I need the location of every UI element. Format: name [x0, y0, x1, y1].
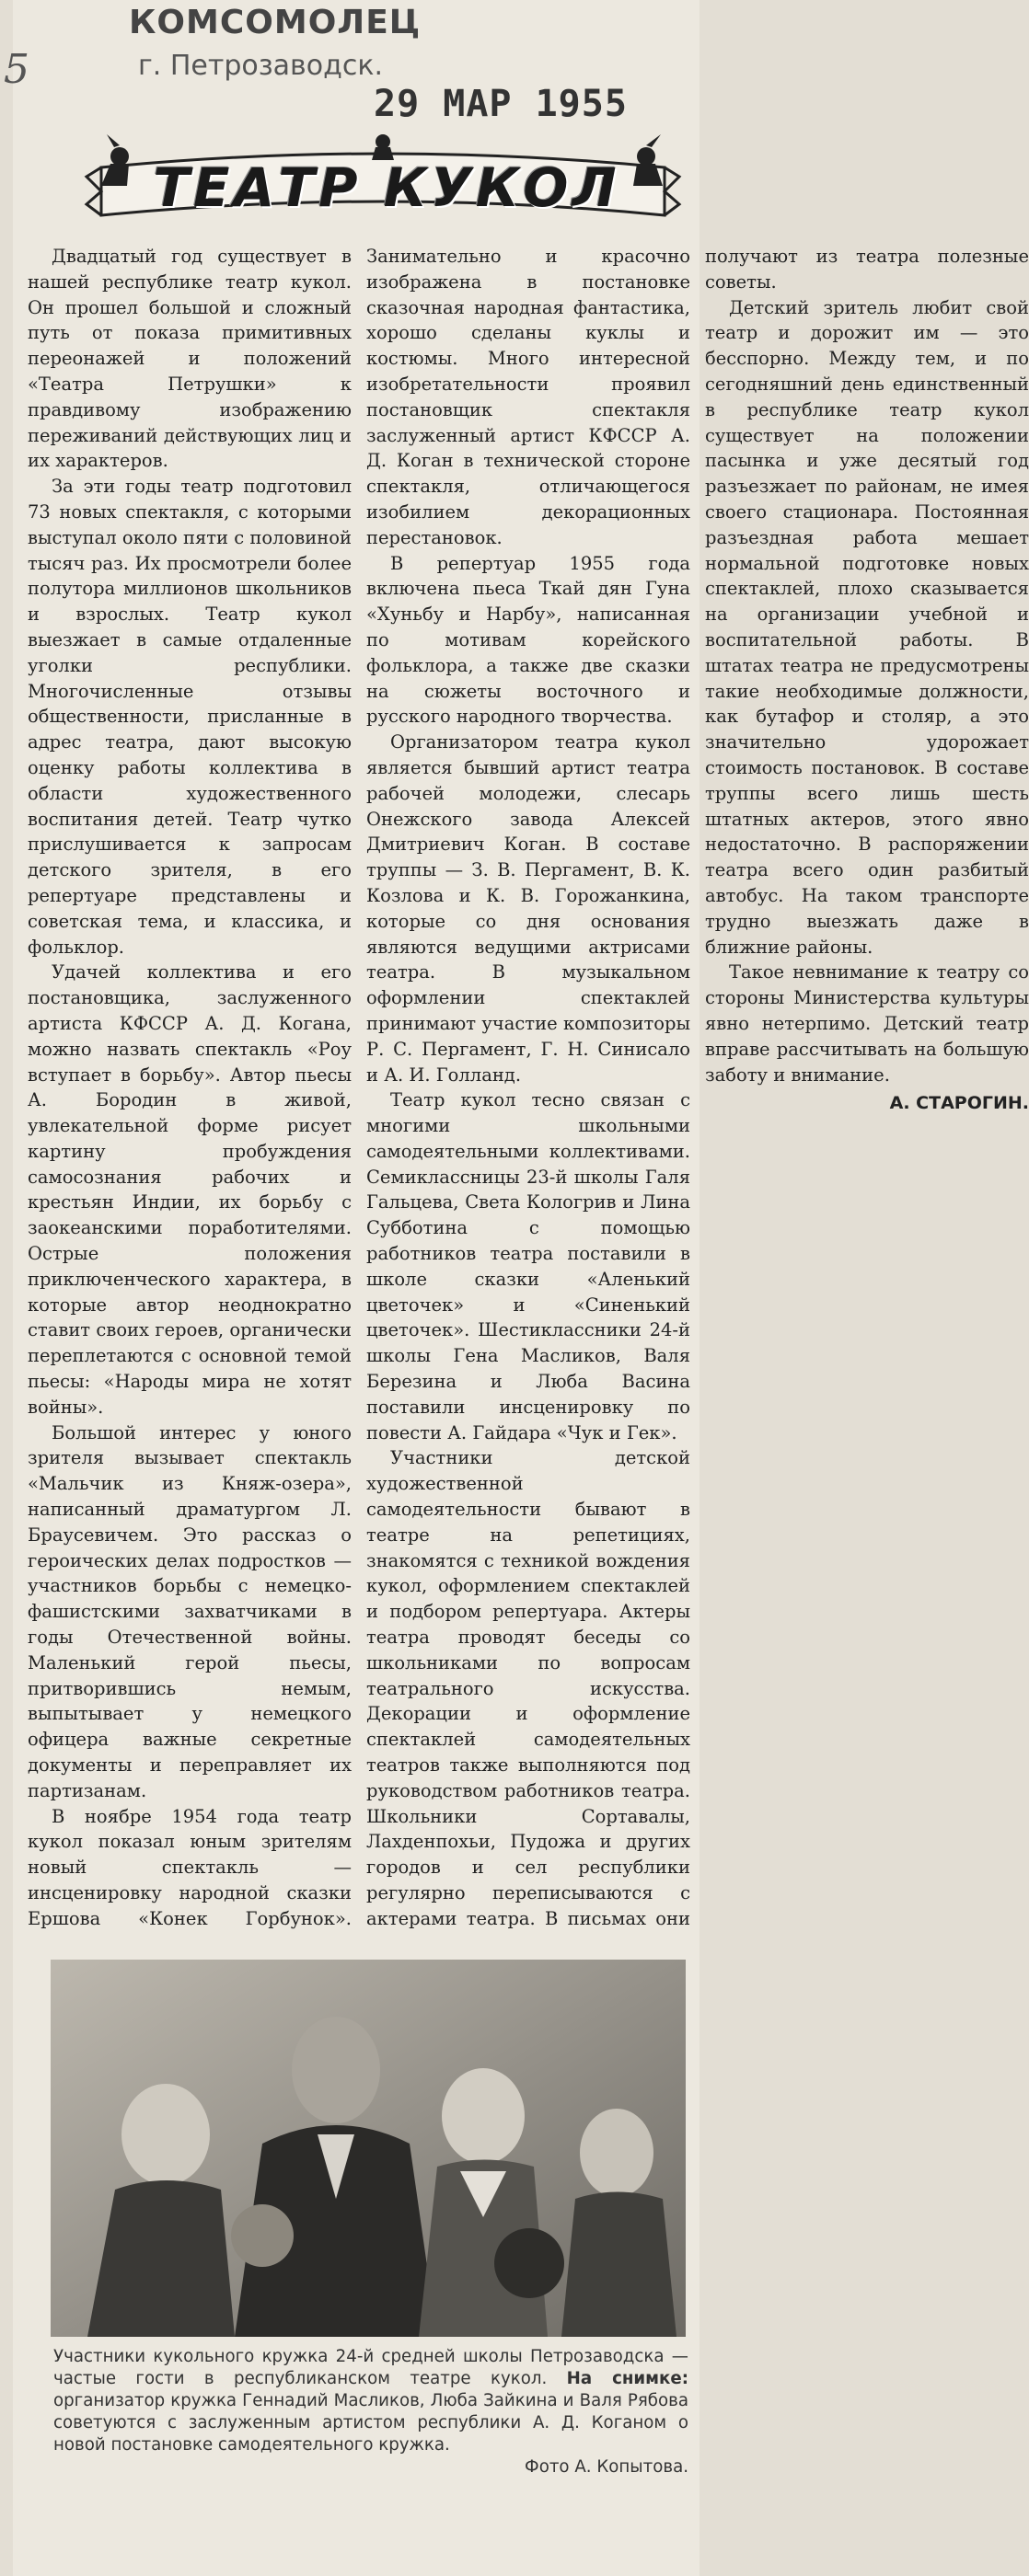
photo-credit: Фото А. Копытова.: [525, 2457, 688, 2477]
margin-mark: 5: [4, 46, 29, 93]
article-paragraph: Такое невнимание к театру со стороны Министерства культуры явно нетерпимо. Детский театр вправе рассчитывать на большую заботу и внимание.: [705, 961, 1029, 1086]
article-paragraph: Большой интерес у юного зрителя вызывает спектакль «Мальчик из Княж-озера», написанный драматургом Л. Браусевичем. Это рассказ о героических делах подростков — участников борьбы с немецко-фашистскими захватчиками в годы Отечественной войны. Маленький герой пьесы, притворившись немым, выпытывает у немецкого офицера важные секретные документы и переправляет их партизанам.: [28, 1421, 352, 1801]
puppet-left-icon: [101, 134, 129, 186]
author-signature: А. СТАРОГИН.: [889, 1093, 1029, 1114]
newspaper-city: г. Петрозаводск.: [138, 50, 383, 82]
article-paragraph: В репертуар 1955 года включена пьеса Ткай дян Гуна «Хуньбу и Нарбу», написанная по мотивам корейского фольклора, а также две сказки на сюжеты восточного и русского народного творчества.: [366, 552, 690, 728]
article-paragraph: Организатором театра кукол является бывший артист театра рабочей молодежи, слесарь Онежского завода Алексей Дмитриевич Коган. В составе труппы — З. В. Пергамент, В. К. Козлова и К. В. Горожанкина, которые со дня основания являются ведущими актрисами театра. В музыкальном оформлении спектаклей принимают участие композиторы Р. С. Пергамент, Г. Н. Синисало и А. И. Голланд.: [366, 731, 690, 1086]
article-paragraph: В ноябре 1954 года театр кукол показал юным зрителям новый спектакль — инсценировку народной сказки Ершова «Конек Горбунок». Занимательно и красочно изображена в постановке сказочная народная фантастика, хорошо сделаны куклы и костюмы. Много интересной изобретательности проявил постановщик спектакля заслуженный артист КФССР А. Д. Коган в технической стороне спектакля, отличающегося изобилием декорационных перестановок.: [28, 246, 690, 1929]
newspaper-name: КОМСОМОЛЕЦ: [129, 4, 422, 41]
article-photo: [51, 1960, 686, 2337]
title-banner: [83, 131, 683, 232]
article-paragraph: Двадцатый год существует в нашей республике театр кукол. Он прошел большой и сложный путь от показа примитивных переонажей и положений «Театра Петрушки» к правдивому изображению переживаний действующих лиц и их характеров.: [28, 246, 352, 472]
article-paragraph: Театр кукол тесно связан с многими школьными самодеятельными коллективами. Семиклассницы 23-й школы Галя Гальцева, Света Кологрив и Лина Субботина с помощью работников театра поставили в школе сказки «Аленький цветочек» и «Синенький цветочек». Шестиклассники 24-й школы Гена Масликов, Валя Березина и Люба Васина поставили инсценировку по повести А. Гайдара «Чук и Гек».: [366, 1089, 690, 1443]
article-paragraph: Детский зритель любит свой театр и дорожит им — это бесспорно. Между тем, и по сегодняшний день единственный в республике театр кукол существует на положении пасынка и уже десятый год разъезжает по районам, не имея своего стационара. Постоянная разъездная работа мешает нормальной подготовке новых спектаклей, плохо сказывается на организации учебной и воспитательной работы. В штатах театра не предусмотрены такие необходимые должности, как бутафор и столяр, а это значительно удорожает стоимость постановок. В составе труппы всего лишь шесть штатных актеров, этого явно недостаточно. В распоряжении театра всего один разбитый автобус. На таком транспорте трудно выезжать даже в ближние районы.: [705, 296, 1029, 958]
caption-text-2: организатор кружка Геннадий Масликов, Люба Зайкина и Валя Рябова советуются с заслуженным артистом республики А. Д. Коганом о новой постановке самодеятельного кружка.: [53, 2391, 688, 2455]
caption-lead: На снимке:: [566, 2369, 688, 2388]
photo-caption: [53, 2346, 688, 2478]
article-title: ТЕАТР КУКОЛ: [153, 156, 620, 219]
article-paragraph: Участники детской художественной самодеятельности бывают в театре на репетициях, знакомятся с техникой вождения кукол, оформлением спектаклей и подбором репертуара. Актеры театра проводят беседы со школьниками по вопросам театрального искусства. Декорации и оформление спектаклей самодеятельных театров также выполняются под руководством работников театра. Школьники Сортавалы, Лахденпохьи, Пудожа и других городов и сел республики регулярно переписываются с актерами театра. В письмах они получают из театра полезные советы.: [366, 246, 1029, 1929]
article-paragraph: Удачей коллектива и его постановщика, заслуженного артиста КФССР А. Д. Когана, можно назвать спектакль «Роу вступает в борьбу». Автор пьесы А. Бородин в живой, увлекательной форме рисует картину пробуждения самосознания рабочих и крестьян Индии, их борьбу с заокеанскими поработителями. Острые положения приключенческого характера, в которые автор неоднократно ставит своих героев, органически переплетаются с основной темой пьесы: «Народы мира не хотят войны».: [28, 961, 352, 1418]
caption-text-1: Участники кукольного кружка 24-й средней школы Петрозаводска — частые гости в республиканском театре кукол.: [53, 2347, 688, 2388]
date-stamp: 29 МАР 1955: [374, 83, 628, 125]
article-paragraph: За эти годы театр подготовил 73 новых спектакля, с которыми выступал около пяти с половиной тысяч раз. Их просмотрели более полутора миллионов школьников и взрослых. Театр кукол выезжает в самые отдаленные уголки республики. Многочисленные отзывы общественности, присланные в адрес театра, дают высокую оценку работы коллектива в области художественного воспитания детей. Театр чутко прислушивается к запросам детского зрителя, в его репертуаре представлены и советская тема, и классика, и фольклор.: [28, 476, 352, 958]
puppet-right-icon: [633, 134, 663, 186]
article-body: [28, 244, 1029, 1932]
